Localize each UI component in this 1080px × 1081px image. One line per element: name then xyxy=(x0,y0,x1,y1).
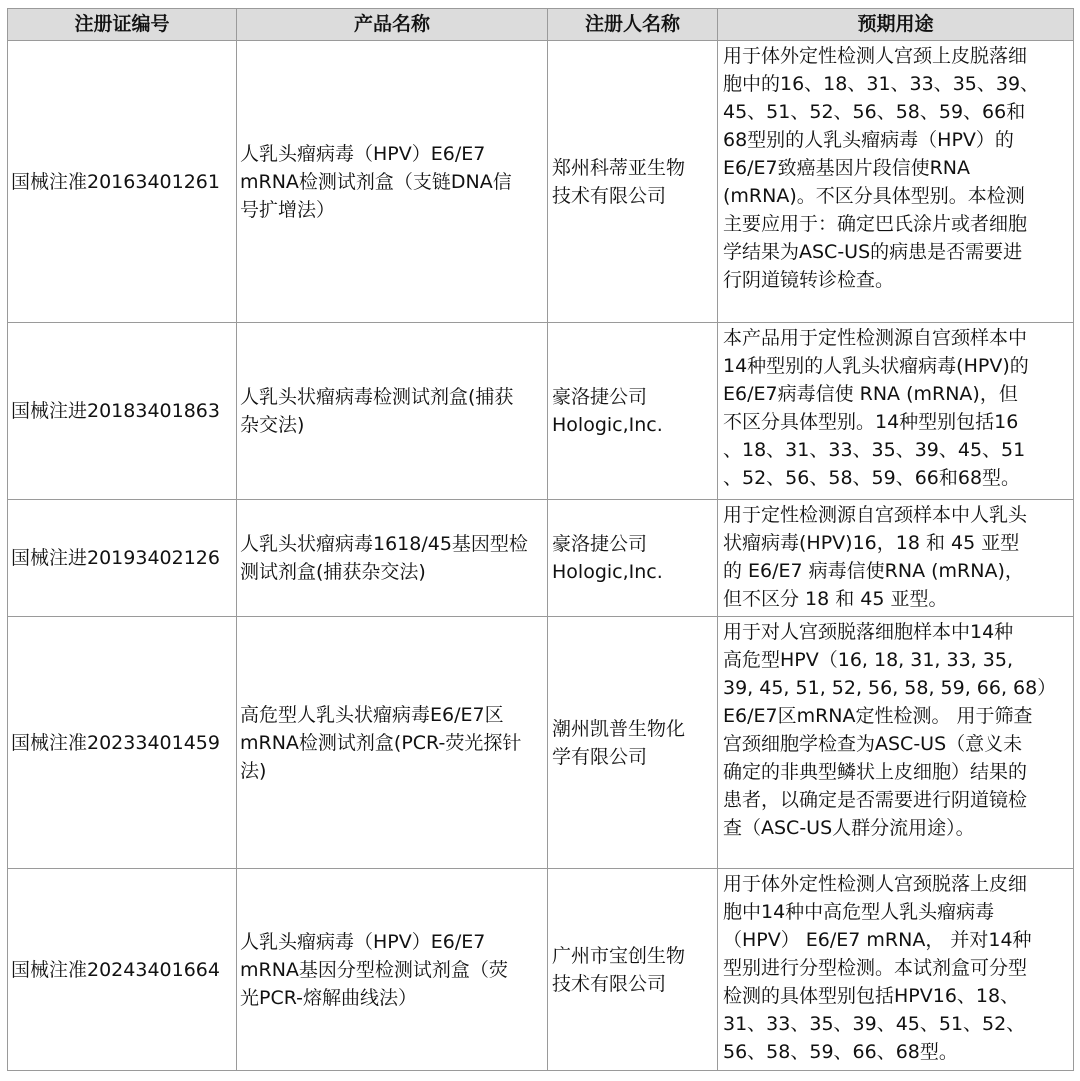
use-line: 68型别的人乳头瘤病毒（HPV）的 xyxy=(723,129,1014,151)
use-line: E6/E7致癌基因片段信使RNA xyxy=(723,157,971,179)
intended-use-cell xyxy=(718,323,1074,500)
company-line: Hologic,Inc. xyxy=(552,414,663,436)
use-line: 状瘤病毒(HPV)16，18 和 45 亚型 xyxy=(723,532,1020,554)
use-line: 主要应用于：确定巴氏涂片或者细胞 xyxy=(723,213,1028,235)
intended-use-cell xyxy=(718,41,1074,323)
use-line: E6/E7病毒信使 RNA (mRNA)，但 xyxy=(723,383,1018,405)
use-line: 用于对人宫颈脱落细胞样本中14种 xyxy=(723,621,1014,643)
header-product-name: 产品名称 xyxy=(237,9,548,41)
product-line: mRNA检测试剂盒（支链DNA信 xyxy=(240,170,512,193)
use-line: 、52、56、58、59、66和68型。 xyxy=(723,467,1021,489)
use-line: 不区分具体型别。14种型别包括16 xyxy=(723,411,1019,433)
use-line: 患者，以确定是否需要进行阴道镜检 xyxy=(723,789,1028,811)
table-row xyxy=(8,869,1074,1071)
reg-no-cell: 国械注准20163401261 xyxy=(8,41,237,323)
product-line: 号扩增法） xyxy=(240,198,336,221)
table-row xyxy=(8,500,1074,617)
product-cell xyxy=(237,869,548,1071)
company-line: 豪洛捷公司 xyxy=(552,386,648,408)
company-cell xyxy=(548,869,718,1071)
product-cell xyxy=(237,41,548,323)
product-line: 人乳头瘤病毒（HPV）E6/E7 xyxy=(240,142,486,165)
company-line: 技术有限公司 xyxy=(552,184,667,207)
product-cell xyxy=(237,617,548,869)
intended-use-cell xyxy=(718,869,1074,1071)
use-line: 56、58、59、66、68型。 xyxy=(723,1041,958,1063)
use-line: 39, 45, 51, 52, 56, 58, 59, 66, 68） xyxy=(723,677,1057,699)
use-line: 14种型别的人乳头状瘤病毒(HPV)的 xyxy=(723,355,1029,377)
company-line: 郑州科蒂亚生物 xyxy=(552,156,686,179)
use-line: 检测的具体型别包括HPV16、18、 xyxy=(723,985,1020,1007)
company-cell xyxy=(548,323,718,500)
use-line: 用于体外定性检测人宫颈上皮脱落细 xyxy=(723,45,1028,67)
product-cell xyxy=(237,500,548,617)
product-line: 法) xyxy=(240,759,267,782)
use-line: 用于定性检测源自宫颈样本中人乳头 xyxy=(723,504,1028,526)
use-line: 确定的非典型鳞状上皮细胞）结果的 xyxy=(723,761,1028,783)
reg-no-cell: 国械注准20243401664 xyxy=(8,869,237,1071)
intended-use-cell xyxy=(718,617,1074,869)
use-line: 胞中14种中高危型人乳头瘤病毒 xyxy=(723,901,995,923)
use-line: 31、33、35、39、45、51、52、 xyxy=(723,1013,1026,1035)
use-line: 胞中的16、18、31、33、35、39、 xyxy=(723,73,1040,95)
header-intended-use: 预期用途 xyxy=(718,9,1074,41)
header-reg-no: 注册证编号 xyxy=(8,9,237,41)
use-line: E6/E7区mRNA定性检测。 用于筛查 xyxy=(723,705,1033,727)
product-line: 人乳头状瘤病毒检测试剂盒(捕获 xyxy=(240,386,514,408)
company-line: 学有限公司 xyxy=(552,745,648,768)
use-line: 学结果为ASC-US的病患是否需要进 xyxy=(723,241,1023,263)
reg-no-cell: 国械注准20233401459 xyxy=(8,617,237,869)
product-line: mRNA检测试剂盒(PCR-荧光探针 xyxy=(240,731,522,754)
product-line: 高危型人乳头状瘤病毒E6/E7区 xyxy=(240,703,504,726)
company-line: Hologic,Inc. xyxy=(552,561,663,583)
company-cell xyxy=(548,41,718,323)
product-line: 光PCR-熔解曲线法） xyxy=(240,986,418,1009)
product-line: 测试剂盒(捕获杂交法) xyxy=(240,561,426,583)
header-registrant: 注册人名称 xyxy=(548,9,718,41)
product-line: 杂交法) xyxy=(240,414,305,436)
use-line: 行阴道镜转诊检查。 xyxy=(723,269,895,291)
reg-no-cell: 国械注进20183401863 xyxy=(8,323,237,500)
product-cell xyxy=(237,323,548,500)
use-line: 本产品用于定性检测源自宫颈样本中 xyxy=(723,327,1028,349)
product-line: 人乳头瘤病毒（HPV）E6/E7 xyxy=(240,930,486,953)
product-line: 人乳头状瘤病毒1618/45基因型检 xyxy=(240,533,528,555)
company-line: 潮州凯普生物化 xyxy=(552,717,686,740)
intended-use-cell xyxy=(718,500,1074,617)
registration-table xyxy=(7,8,1074,1071)
table-row xyxy=(8,323,1074,500)
company-line: 豪洛捷公司 xyxy=(552,533,648,555)
header-row xyxy=(8,9,1074,41)
table-row xyxy=(8,41,1074,323)
use-line: 的 E6/E7 病毒信使RNA (mRNA)， xyxy=(723,560,1024,582)
reg-no-cell: 国械注进20193402126 xyxy=(8,500,237,617)
product-line: mRNA基因分型检测试剂盒（荧 xyxy=(240,958,508,981)
use-line: 用于体外定性检测人宫颈脱落上皮细 xyxy=(723,873,1028,895)
use-line: 但不区分 18 和 45 亚型。 xyxy=(723,588,948,610)
use-line: 型别进行分型检测。本试剂盒可分型 xyxy=(723,957,1028,979)
use-line: 、18、31、33、35、39、45、51 xyxy=(723,439,1026,461)
use-line: （HPV） E6/E7 mRNA， 并对14种 xyxy=(723,929,1032,951)
use-line: 查（ASC-US人群分流用途）。 xyxy=(723,817,975,839)
use-line: (mRNA)。不区分具体型别。本检测 xyxy=(723,185,1025,207)
company-line: 广州市宝创生物 xyxy=(552,944,686,967)
company-cell xyxy=(548,617,718,869)
company-cell xyxy=(548,500,718,617)
use-line: 45、51、52、56、58、59、66和 xyxy=(723,101,1026,123)
use-line: 高危型HPV（16, 18, 31, 33, 35, xyxy=(723,649,1013,671)
table-row xyxy=(8,617,1074,869)
use-line: 宫颈细胞学检查为ASC-US（意义未 xyxy=(723,733,1023,755)
company-line: 技术有限公司 xyxy=(552,972,667,995)
